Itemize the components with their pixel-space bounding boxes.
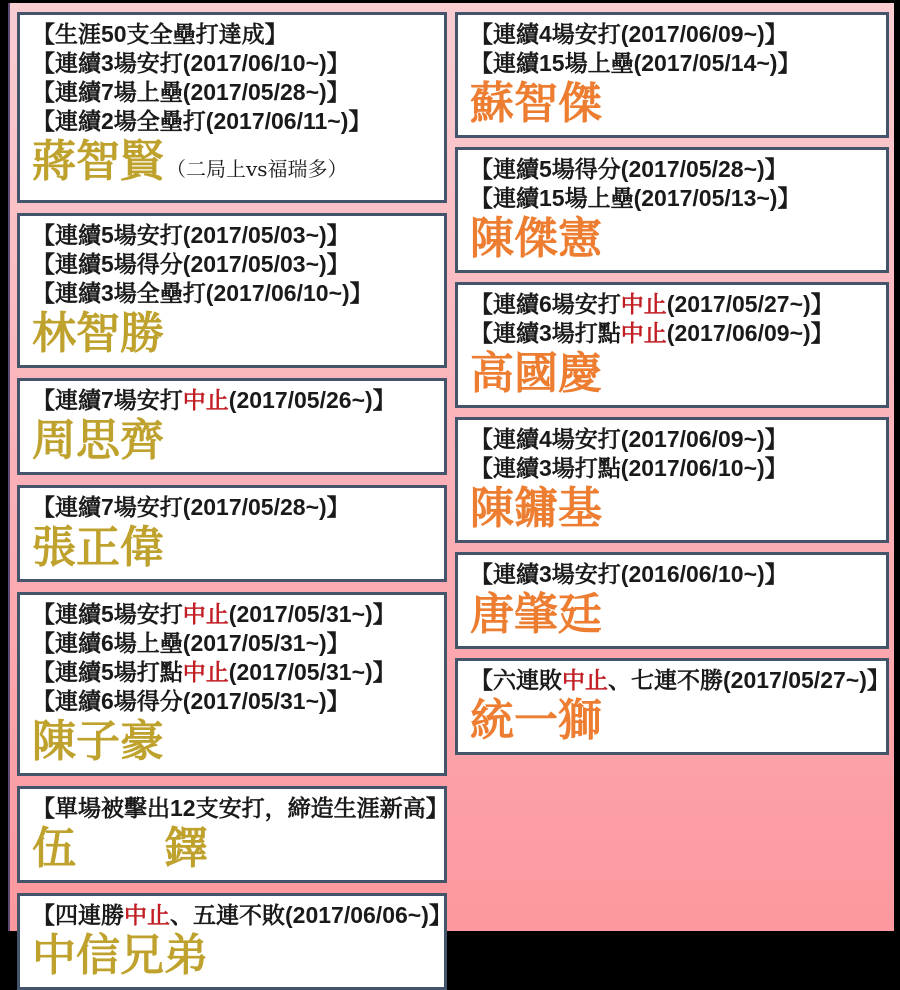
- streak-line: [32, 250, 436, 279]
- streak-text: 【連續5場安打: [32, 601, 183, 627]
- streak-line: [470, 666, 890, 695]
- record-card: [17, 378, 447, 475]
- streak-stopped-text: 中止: [620, 291, 667, 317]
- streak-line: [32, 49, 436, 78]
- streak-text: 【連續7場安打(2017/05/28~)】: [32, 494, 350, 520]
- streak-stopped-text: 中止: [182, 601, 229, 627]
- card-columns: [17, 12, 889, 990]
- streak-line: [32, 20, 436, 49]
- streak-line: [32, 901, 452, 930]
- streak-text: 【連續4場安打(2017/06/09~)】: [470, 426, 788, 452]
- streak-line: [470, 319, 878, 348]
- subject-name: [32, 824, 436, 874]
- subject-name: [32, 931, 436, 981]
- subject-name-text: 陳傑憲: [470, 214, 602, 263]
- streak-text: 【連續5場安打(2017/05/03~)】: [32, 222, 350, 248]
- streak-stopped-text: 中止: [182, 387, 229, 413]
- streak-line: [32, 629, 436, 658]
- record-card: [455, 552, 889, 649]
- streak-text: 【生涯50支全壘打達成】: [32, 21, 288, 47]
- subject-name: [32, 416, 436, 466]
- record-card: [455, 12, 889, 138]
- record-card: [455, 147, 889, 273]
- subject-name: [470, 349, 878, 399]
- subject-name: [470, 79, 878, 129]
- record-card: [17, 485, 447, 582]
- subject-name-text: 高國慶: [470, 349, 602, 398]
- streak-line: [470, 184, 878, 213]
- subject-name: [470, 696, 878, 746]
- streak-text: (2017/05/26~)】: [228, 387, 396, 413]
- streak-text: 【連續6場上壘(2017/05/31~)】: [32, 630, 350, 656]
- subject-name-text: 蔣智賢: [32, 137, 164, 186]
- streak-stopped-text: 中止: [182, 659, 229, 685]
- subject-name-text: 唐肇廷: [470, 590, 602, 639]
- subject-name: [32, 137, 436, 194]
- streak-text: 【連續5場打點: [32, 659, 183, 685]
- subject-name-text: 張正偉: [32, 523, 164, 572]
- streak-text: 【連續3場打點: [470, 320, 621, 346]
- streak-text: 【連續15場上壘(2017/05/14~)】: [470, 50, 801, 76]
- column-left: [17, 12, 452, 990]
- streak-line: [32, 78, 436, 107]
- record-card: [17, 213, 447, 368]
- record-card: [17, 786, 447, 883]
- subject-name-text: 陳子豪: [32, 717, 164, 766]
- streak-text: 【連續6場得分(2017/05/31~)】: [32, 688, 350, 714]
- record-card: [455, 282, 889, 408]
- subject-name: [470, 484, 878, 534]
- streak-text: 【連續15場上壘(2017/05/13~)】: [470, 185, 801, 211]
- streak-text: 【單場被擊出12支安打，締造生涯新高】: [32, 795, 449, 821]
- streak-line: [32, 600, 436, 629]
- streak-line: [470, 155, 878, 184]
- subject-name-text: 中信兄弟: [32, 931, 208, 980]
- streak-text: 【連續7場上壘(2017/05/28~)】: [32, 79, 350, 105]
- streak-line: [32, 386, 436, 415]
- streak-line: [470, 454, 878, 483]
- streak-text: 【連續3場安打(2017/06/10~)】: [32, 50, 350, 76]
- streak-line: [470, 290, 878, 319]
- streak-stopped-text: 中止: [620, 320, 667, 346]
- streak-line: [32, 687, 436, 716]
- streak-text: 【連續3場安打(2016/06/10~)】: [470, 561, 788, 587]
- streak-line: [32, 658, 436, 687]
- streak-text: 【連續6場安打: [470, 291, 621, 317]
- subject-name: [32, 717, 436, 767]
- subject-name-text: 周思齊: [32, 416, 164, 465]
- streak-stopped-text: 中止: [562, 667, 608, 693]
- streak-text: 【連續5場得分(2017/05/03~)】: [32, 251, 350, 277]
- streak-line: [32, 279, 436, 308]
- streak-text: (2017/06/09~)】: [666, 320, 834, 346]
- subject-name-text: 蘇智傑: [470, 79, 602, 128]
- record-card: [17, 893, 452, 990]
- subject-name: [470, 590, 878, 640]
- streak-stopped-text: 中止: [124, 902, 170, 928]
- streak-text: 、七連不勝(2017/05/27~)】: [608, 667, 890, 693]
- subject-name: [470, 214, 878, 264]
- record-card: [17, 592, 447, 776]
- subject-name-text: 伍 鐸: [32, 824, 208, 873]
- streak-line: [32, 794, 449, 823]
- subject-name-text: 統一獅: [470, 696, 602, 745]
- streak-text: 【連續3場全壘打(2017/06/10~)】: [32, 280, 373, 306]
- streak-text: 【連續4場安打(2017/06/09~)】: [470, 21, 788, 47]
- streak-text: (2017/05/31~)】: [228, 659, 396, 685]
- streak-text: (2017/05/31~)】: [228, 601, 396, 627]
- streak-line: [470, 49, 878, 78]
- streak-text: (2017/05/27~)】: [666, 291, 834, 317]
- subject-name: [32, 309, 436, 359]
- subject-name-text: 林智勝: [32, 309, 164, 358]
- streak-text: 【連續5場得分(2017/05/28~)】: [470, 156, 788, 182]
- streak-text: 【連續7場安打: [32, 387, 183, 413]
- column-right: [455, 12, 889, 755]
- subject-name-text: 陳鏞基: [470, 484, 602, 533]
- subject-name: [32, 523, 436, 573]
- streak-line: [32, 221, 436, 250]
- record-card: [455, 417, 889, 543]
- name-annotation: （二局上vs福瑞多）: [166, 157, 348, 181]
- streak-line: [32, 493, 436, 522]
- streak-text: 【連續2場全壘打(2017/06/11~)】: [32, 108, 372, 134]
- streak-text: 【四連勝: [32, 902, 124, 928]
- streak-line: [32, 107, 436, 136]
- streak-line: [470, 560, 878, 589]
- streak-text: 【連續3場打點(2017/06/10~)】: [470, 455, 788, 481]
- streak-text: 、五連不敗(2017/06/06~)】: [170, 902, 452, 928]
- streak-text: 【六連敗: [470, 667, 562, 693]
- slide-background: [8, 3, 894, 980]
- streak-line: [470, 425, 878, 454]
- streak-line: [470, 20, 878, 49]
- record-card: [17, 12, 447, 203]
- record-card: [455, 658, 889, 755]
